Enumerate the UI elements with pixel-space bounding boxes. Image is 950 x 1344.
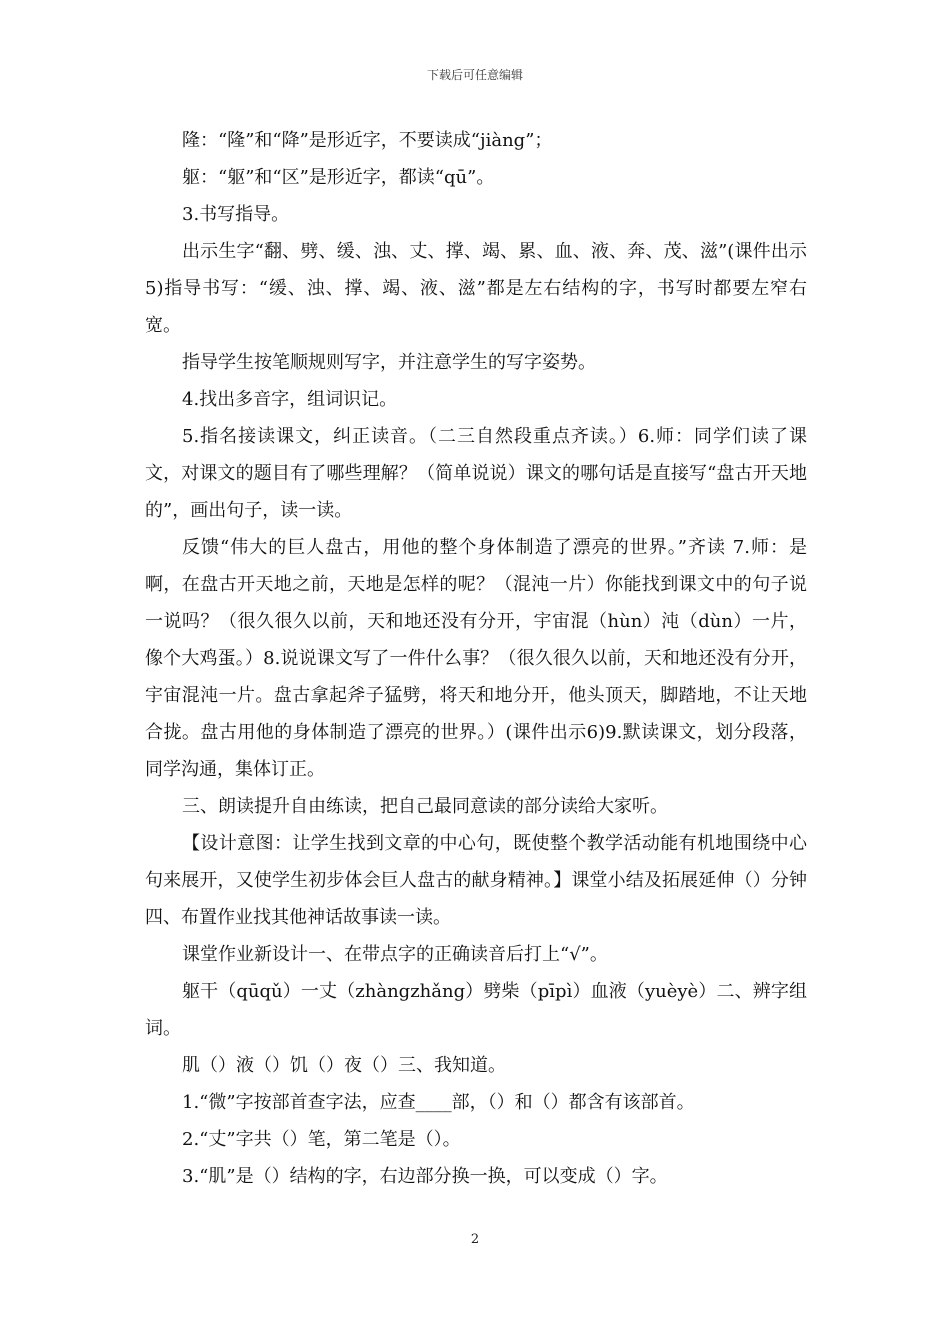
page-header: 下载后可任意编辑 — [426, 68, 523, 82]
paragraph-2: 躯：“躯”和“区”是形近字，都读“qū”。 — [182, 167, 495, 188]
document-body — [145, 122, 807, 1195]
paragraph-12: 躯干（qūqǔ）一丈（zhàngzhǎng）劈柴（pīpì）血液（yuèyè）二、辨字组词。 — [145, 981, 807, 1039]
paragraph-7: 5.指名接读课文，纠正读音。（二三自然段重点齐读。）6.师：同学们读了课文，对课文的题目有了哪些理解？（简单说说）课文的哪句话是直接写“盘古开天地的”，画出句子，读一读。 — [145, 426, 807, 521]
paragraph-10: 【设计意图：让学生找到文章的中心句，既使整个教学活动能有机地围绕中心句来展开，又使学生初步体会巨人盘古的献身精神。】课堂小结及拓展延伸（）分钟四、布置作业找其他神话故事读一读。 — [145, 833, 807, 928]
paragraph-4: 出示生字“翻、劈、缓、浊、丈、撑、竭、累、血、液、奔、茂、滋”(课件出示5)指导书写：“缓、浊、撑、竭、液、滋”都是左右结构的字，书写时都要左窄右宽。 — [145, 241, 807, 336]
paragraph-9: 三、朗读提升自由练读，把自己最同意读的部分读给大家听。 — [182, 796, 668, 817]
paragraph-1: 隆：“隆”和“降”是形近字，不要读成“jiàng”； — [182, 130, 553, 151]
page-number: 2 — [470, 1232, 480, 1247]
paragraph-14: 1.“微”字按部首查字法，应查____部，（）和（）都含有该部首。 — [182, 1092, 695, 1113]
paragraph-6: 4.找出多音字，组词识记。 — [182, 389, 398, 410]
paragraph-3: 3.书写指导。 — [182, 204, 290, 225]
paragraph-15: 2.“丈”字共（）笔，第二笔是（）。 — [182, 1129, 461, 1150]
paragraph-8: 反馈“伟大的巨人盘古，用他的整个身体制造了漂亮的世界。”齐读 7.师：是啊，在盘古开天地之前，天地是怎样的呢？（混沌一片）你能找到课文中的句子说一说吗？（很久很久以前，天和地还没有分开，宇宙混（hùn）沌（dùn）一片，像个大鸡蛋。）8.说说课文写了一件什么事？（很久很久以前，天和地还没有分开，宇宙混沌一片。盘古拿起斧子猛劈，将天和地分开，他头顶天，脚踏地，不让天地合拢。盘古用他的身体制造了漂亮的世界。）(课件出示6)9.默读课文，划分段落，同学沟通，集体订正。 — [145, 537, 807, 780]
paragraph-11: 课堂作业新设计一、在带点字的正确读音后打上“√”。 — [182, 944, 608, 965]
paragraph-13: 肌（）液（）饥（）夜（）三、我知道。 — [182, 1055, 506, 1076]
paragraph-5: 指导学生按笔顺规则写字，并注意学生的写字姿势。 — [182, 352, 596, 373]
paragraph-16: 3.“肌”是（）结构的字，右边部分换一换，可以变成（）字。 — [182, 1166, 668, 1187]
